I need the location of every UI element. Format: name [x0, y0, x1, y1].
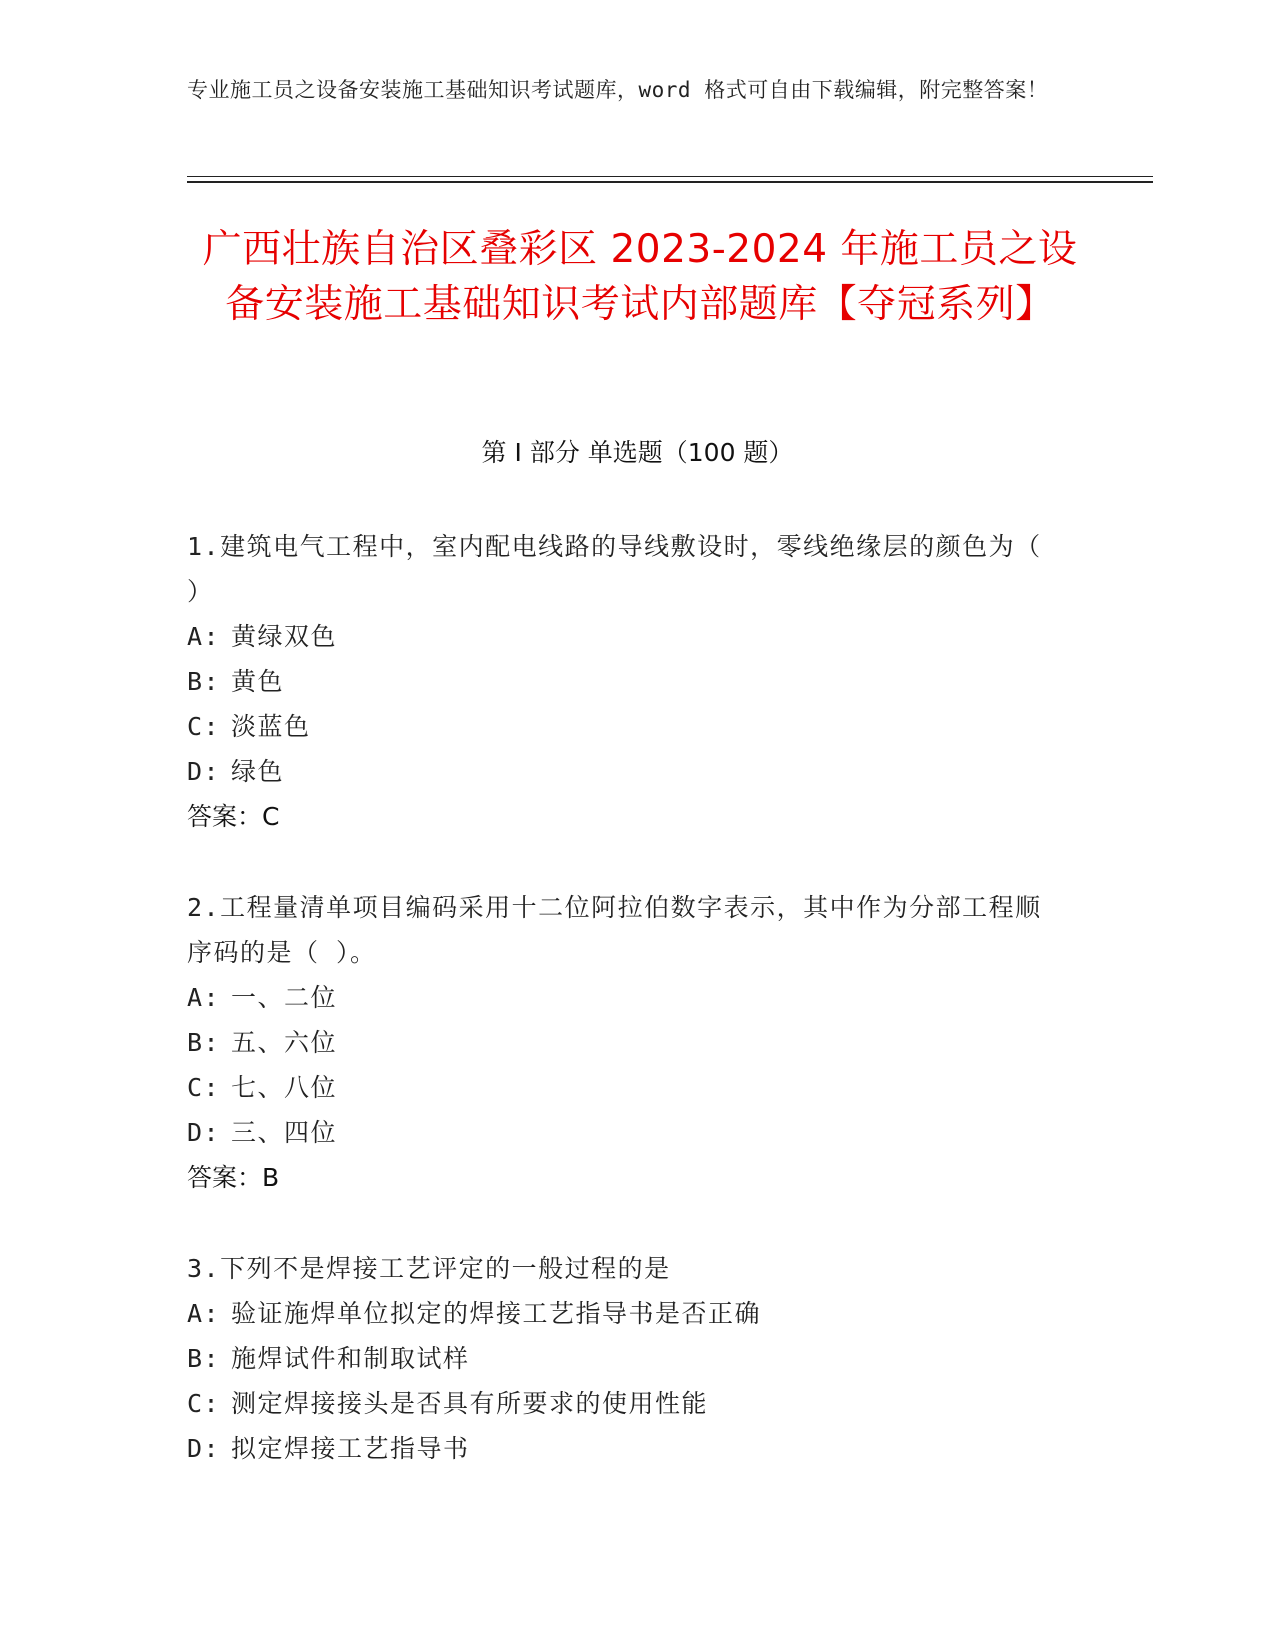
option-key: A:	[187, 622, 221, 651]
header-note: 专业施工员之设备安装施工基础知识考试题库，word 格式可自由下载编辑，附完整答案！	[187, 78, 1049, 102]
question-3	[187, 1246, 1067, 1471]
option-text: 淡蓝色	[231, 712, 311, 741]
option-a	[187, 1291, 1067, 1336]
option-text: 黄色	[231, 667, 285, 696]
option-c	[187, 1381, 1067, 1426]
option-c	[187, 704, 1067, 749]
option-text: 一、二位	[231, 983, 338, 1012]
answer-line: 答案：C	[187, 802, 280, 831]
option-b	[187, 1020, 1067, 1065]
option-d	[187, 1426, 1067, 1471]
option-text: 黄绿双色	[231, 622, 338, 651]
option-key: D:	[187, 757, 221, 786]
option-text: 五、六位	[231, 1028, 338, 1057]
question-stem: 1.建筑电气工程中，室内配电线路的导线敷设时，零线绝缘层的颜色为（ ）	[187, 532, 1042, 606]
option-key: C:	[187, 712, 221, 741]
option-key: C:	[187, 1389, 221, 1418]
option-b	[187, 1336, 1067, 1381]
option-text: 绿色	[231, 757, 285, 786]
option-key: B:	[187, 667, 221, 696]
option-key: D:	[187, 1434, 221, 1463]
option-key: D:	[187, 1118, 221, 1147]
question-stem: 3.下列不是焊接工艺评定的一般过程的是	[187, 1254, 671, 1283]
option-text: 施焊试件和制取试样	[231, 1344, 470, 1373]
option-d	[187, 1110, 1067, 1155]
question-2	[187, 885, 1067, 1200]
header-divider-thin	[187, 176, 1153, 177]
option-key: C:	[187, 1073, 221, 1102]
option-d	[187, 749, 1067, 794]
option-key: A:	[187, 983, 221, 1012]
option-b	[187, 659, 1067, 704]
document-title: 广西壮族自治区叠彩区 2023-2024 年施工员之设备安装施工基础知识考试内部题库【夺冠系列】	[202, 227, 1078, 327]
option-text: 测定焊接接头是否具有所要求的使用性能	[231, 1389, 709, 1418]
option-key: B:	[187, 1028, 221, 1057]
header-divider-thick	[187, 181, 1153, 183]
option-text: 三、四位	[231, 1118, 338, 1147]
section-heading: 第 I 部分 单选题（100 题）	[481, 438, 794, 467]
answer-line: 答案：B	[187, 1163, 280, 1192]
option-text: 七、八位	[231, 1073, 338, 1102]
option-c	[187, 1065, 1067, 1110]
option-a	[187, 975, 1067, 1020]
question-stem: 2.工程量清单项目编码采用十二位阿拉伯数字表示，其中作为分部工程顺序码的是（ ）。	[187, 893, 1042, 967]
option-text: 验证施焊单位拟定的焊接工艺指导书是否正确	[231, 1299, 762, 1328]
question-1	[187, 524, 1067, 839]
option-key: B:	[187, 1344, 221, 1373]
option-key: A:	[187, 1299, 221, 1328]
option-text: 拟定焊接工艺指导书	[231, 1434, 470, 1463]
option-a	[187, 614, 1067, 659]
